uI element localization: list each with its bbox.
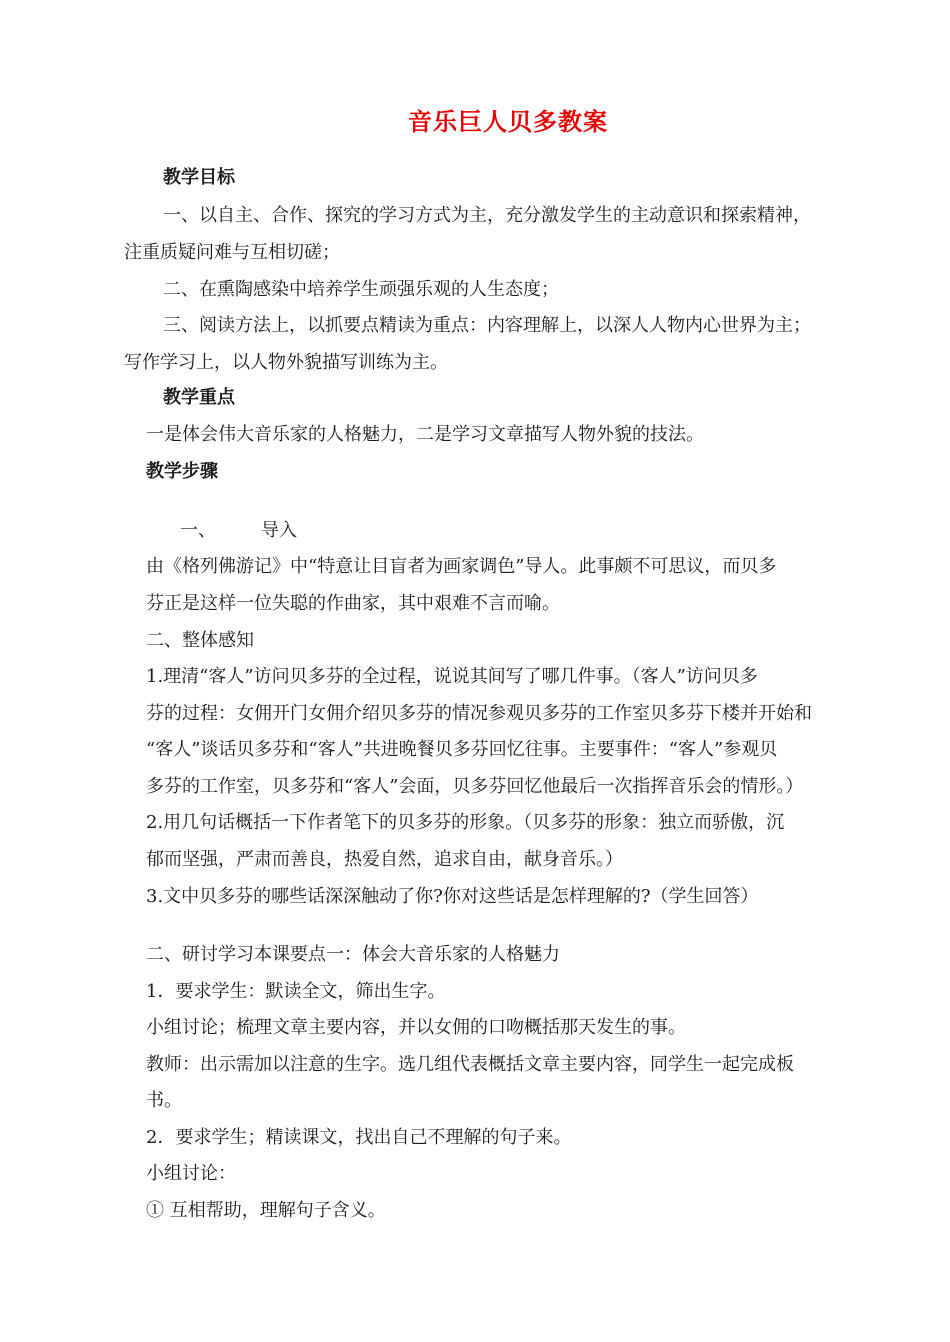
question-3: 3.文中贝多芬的哪些话深深触动了你?你对这些话是怎样理解的?（学生回答） — [146, 886, 759, 907]
requirement-2-item-1: ① 互相帮助，理解句子含义。 — [146, 1200, 386, 1221]
question-2-line-1: 2.用几句话概括一下作者笔下的贝多芬的形象。（贝多芬的形象：独立而骄傲，沉 — [146, 812, 785, 833]
objectives-heading: 教学目标 — [163, 167, 235, 188]
objective-1-line-2: 注重质疑问难与互相切磋； — [124, 242, 340, 263]
step-1-label: 导入 — [261, 520, 297, 541]
question-2-line-2: 郁而坚强，严肃而善良，热爱自然，追求自由，献身音乐。） — [146, 849, 623, 870]
question-1-line-3: “客人”谈话贝多芬和“客人”共进晚餐贝多芬回忆往事。主要事件：“客人”参观贝 — [146, 739, 778, 760]
objective-3-line-1: 三、阅读方法上，以抓要点精读为重点：内容理解上，以深人人物内心世界为主； — [163, 315, 811, 336]
intro-line-2: 芬正是这样一位失聪的作曲家，其中艰难不言而喻。 — [146, 593, 560, 614]
focus-text: 一是体会伟大音乐家的人格魅力，二是学习文章描写人物外貌的技法。 — [146, 424, 704, 445]
requirement-1-teacher-line-2: 书。 — [146, 1090, 182, 1111]
requirement-1-group: 小组讨论；梳理文章主要内容，并以女佣的口吻概括那天发生的事。 — [146, 1017, 686, 1038]
document-title: 音乐巨人贝多教案 — [408, 107, 608, 136]
step-2-heading: 二、整体感知 — [146, 630, 254, 651]
requirement-1: 1．要求学生：默读全文，筛出生字。 — [146, 981, 446, 1002]
question-1-line-4: 多芬的工作室，贝多芬和“客人”会面，贝多芬回忆他最后一次指挥音乐会的情形。） — [146, 776, 804, 797]
objective-1-line-1: 一、以自主、合作、探究的学习方式为主，充分激发学生的主动意识和探索精神， — [163, 205, 811, 226]
intro-line-1: 由《格列佛游记》中“特意让目盲者为画家调色”导人。此事颇不可思议，而贝多 — [146, 556, 777, 577]
requirement-2: 2．要求学生；精读课文，找出自己不理解的句子来。 — [146, 1127, 572, 1148]
objective-2: 二、在熏陶感染中培养学生顽强乐观的人生态度； — [163, 279, 559, 300]
objective-3-line-2: 写作学习上，以人物外貌描写训练为主。 — [124, 352, 448, 373]
focus-heading: 教学重点 — [163, 387, 235, 408]
question-1-line-2: 芬的过程：女佣开门女佣介绍贝多芬的情况参观贝多芬的工作室贝多芬下楼并开始和 — [146, 703, 812, 724]
step-3-heading: 二、研讨学习本课要点一：体会大音乐家的人格魅力 — [146, 944, 560, 965]
requirement-1-teacher-line-1: 教师：出示需加以注意的生字。选几组代表概括文章主要内容，同学生一起完成板 — [146, 1054, 794, 1075]
steps-heading: 教学步骤 — [146, 461, 218, 482]
requirement-2-group: 小组讨论： — [146, 1163, 236, 1184]
question-1-line-1: 1.理清“客人”访问贝多芬的全过程，说说其间写了哪几件事。（客人”访问贝多 — [146, 666, 758, 687]
step-1-number: 一、 — [180, 520, 216, 541]
